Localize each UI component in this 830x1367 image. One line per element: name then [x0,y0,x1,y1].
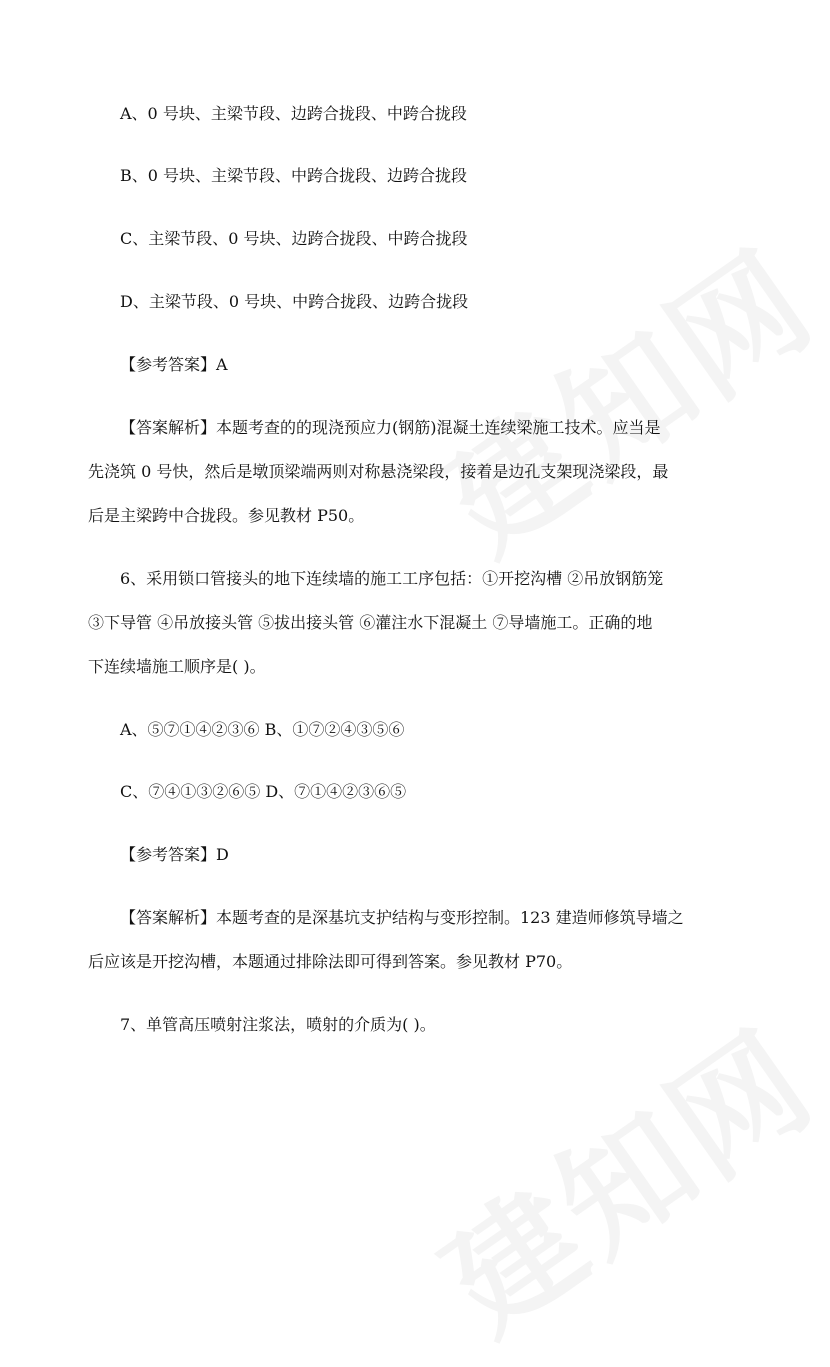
q5-option-c: C、主梁节段、0 号块、边跨合拢段、中跨合拢段 [120,229,468,248]
watermark [403,200,830,587]
watermark [403,980,830,1367]
q5-answer: 【参考答案】A [120,355,228,374]
q6-question-line-1: 6、采用锁口管接头的地下连续墙的施工工序包括：①开挖沟槽 ②吊放钢筋笼 [120,569,664,588]
q6-question-line-3: 下连续墙施工顺序是( )。 [88,657,266,676]
q6-analysis-line-2: 后应该是开挖沟槽，本题通过排除法即可得到答案。参见教材 P70。 [88,952,573,971]
q6-question-line-2: ③下导管 ④吊放接头管 ⑤拔出接头管 ⑥灌注水下混凝土 ⑦导墙施工。正确的地 [88,613,653,632]
q6-answer: 【参考答案】D [120,845,229,864]
q5-option-d: D、主梁节段、0 号块、中跨合拢段、边跨合拢段 [120,292,469,311]
q5-analysis-line-1: 【答案解析】本题考查的的现浇预应力(钢筋)混凝土连续梁施工技术。应当是 [120,418,661,437]
q7-question: 7、单管高压喷射注浆法，喷射的介质为( )。 [120,1015,436,1034]
q5-option-b: B、0 号块、主梁节段、中跨合拢段、边跨合拢段 [120,166,468,185]
q6-options-ab: A、⑤⑦①④②③⑥ B、①⑦②④③⑤⑥ [120,720,405,739]
q5-option-a: A、0 号块、主梁节段、边跨合拢段、中跨合拢段 [120,104,467,123]
q6-analysis-line-1: 【答案解析】本题考查的是深基坑支护结构与变形控制。123 建造师修筑导墙之 [120,908,684,927]
q5-analysis-line-3: 后是主梁跨中合拢段。参见教材 P50。 [88,506,365,525]
q5-analysis-line-2: 先浇筑 0 号快，然后是墩顶梁端两则对称悬浇梁段，接着是边孔支架现浇梁段，最 [88,462,669,481]
q6-options-cd: C、⑦④①③②⑥⑤ D、⑦①④②③⑥⑤ [120,782,407,801]
